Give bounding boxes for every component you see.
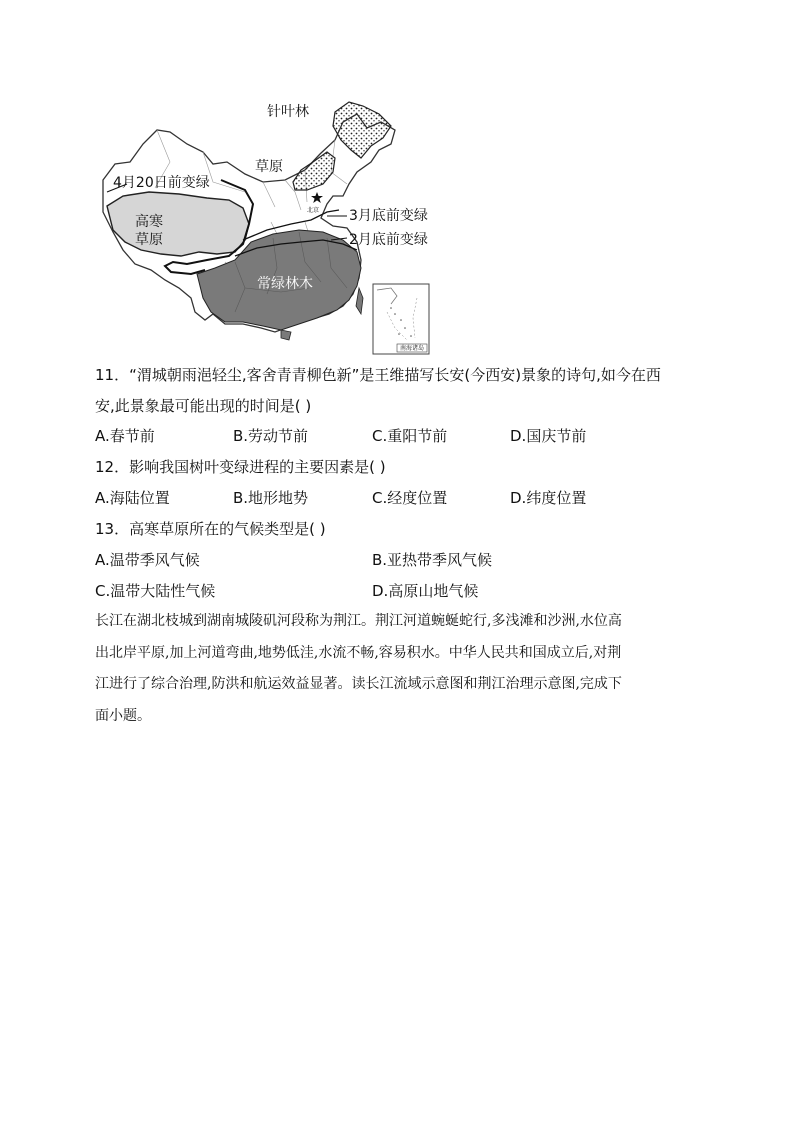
q12-option-b[interactable]: B.地形地势 [233, 489, 309, 507]
question-13-line1: 13．高寒草原所在的气候类型是( ) [95, 520, 326, 538]
q12-option-c[interactable]: C.经度位置 [372, 489, 448, 507]
passage-line: 长江在湖北枝城到湖南城陵矶河段称为荆江。荆江河道蜿蜒蛇行,多浅滩和沙洲,水位高 [95, 613, 622, 629]
label-alpine-1: 高寒 [135, 214, 163, 230]
label-grassland: 草原 [255, 159, 283, 175]
q11-option-c[interactable]: C.重阳节前 [372, 427, 448, 445]
question-12-line1: 12．影响我国树叶变绿进程的主要因素是( ) [95, 458, 386, 476]
question-11-line1: 11．“渭城朝雨浥轻尘,客舍青青柳色新”是王维描写长安(今西安)景象的诗句,如今在西 [95, 366, 661, 384]
passage-line: 江进行了综合治理,防洪和航运效益显著。读长江流域示意图和荆江治理示意图,完成下 [95, 676, 622, 692]
south-china-sea-inset [373, 284, 429, 354]
label-apr20: 4月20日前变绿 [113, 175, 210, 191]
q12-option-d[interactable]: D.纬度位置 [510, 489, 587, 507]
q11-option-b[interactable]: B.劳动节前 [233, 427, 309, 445]
passage-line: 面小题。 [95, 707, 151, 724]
q11-option-a[interactable]: A.春节前 [95, 427, 155, 445]
label-inset: 南海诸岛 [400, 345, 425, 352]
label-mar-end: 3月底前变绿 [349, 208, 428, 224]
q11-option-d[interactable]: D.国庆节前 [510, 427, 587, 445]
label-feb-end: 2月底前变绿 [349, 232, 428, 248]
q13-option-d[interactable]: D.高原山地气候 [372, 582, 479, 600]
q13-option-b[interactable]: B.亚热带季风气候 [372, 551, 493, 569]
q12-option-a[interactable]: A.海陆位置 [95, 489, 170, 507]
passage-line: 出北岸平原,加上河道弯曲,地势低洼,水流不畅,容易积水。中华人民共和国成立后,对荆 [95, 644, 622, 661]
label-conifer: 针叶林 [267, 104, 309, 120]
label-evergreen: 常绿林木 [257, 276, 313, 292]
vegetation-greening-map [95, 92, 455, 360]
label-beijing: 北京 [307, 207, 320, 214]
label-alpine-2: 草原 [135, 232, 163, 248]
question-11-line2: 安,此景象最可能出现的时间是( ) [95, 397, 312, 415]
reading-passage [95, 606, 707, 732]
q13-option-a[interactable]: A.温带季风气候 [95, 551, 200, 569]
q13-option-c[interactable]: C.温带大陆性气候 [95, 582, 216, 600]
